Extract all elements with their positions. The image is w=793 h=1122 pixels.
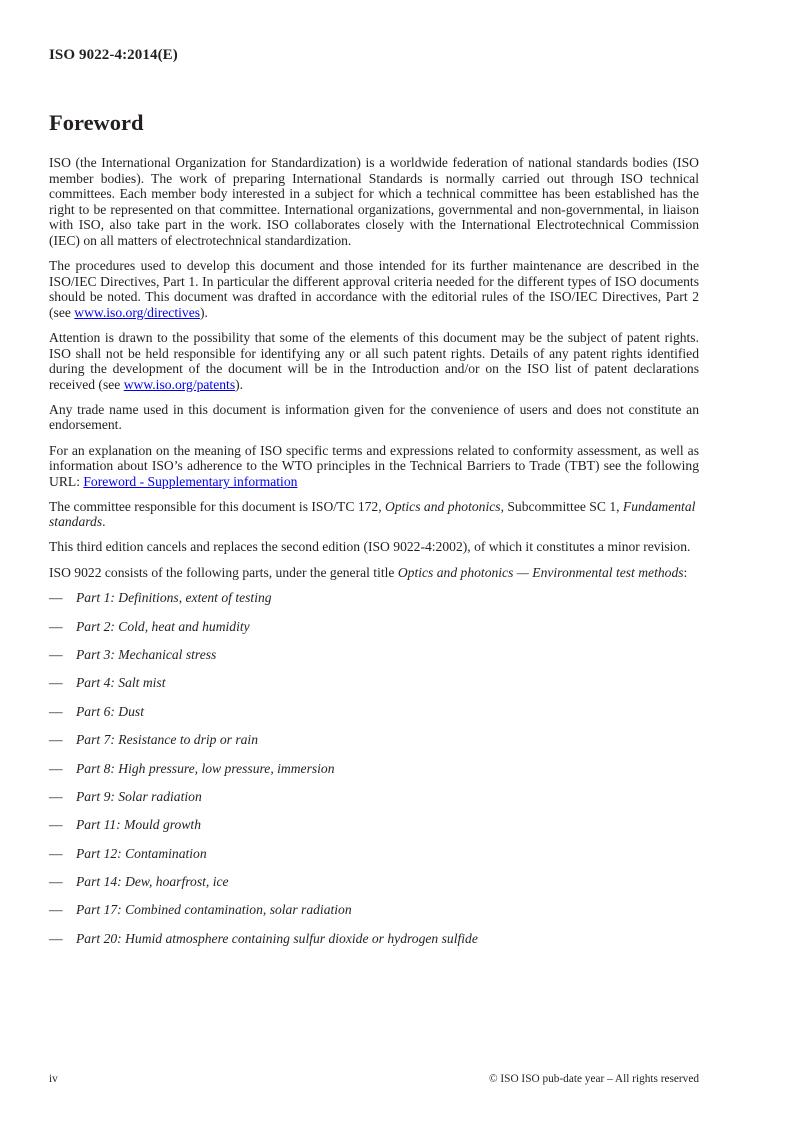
paragraph-edition: This third edition cancels and replaces the second edition (ISO 9022-4:2002), of which it constitutes a minor revision. <box>49 539 691 555</box>
em-dash-bullet: — <box>49 874 63 890</box>
paragraph-patent-text: Attention is drawn to the possibility that some of the elements of this document may be the subject of patent rights. ISO shall not be held responsible for identifying any or all such patent rights. Details of any patent rights identified during the development of the document will be in the Introduction and/or on the ISO list of patent declarations received (see <box>49 329 699 392</box>
paragraph-patent-rights <box>49 330 699 392</box>
parts-list <box>49 590 699 959</box>
part-label: Part 9: Solar radiation <box>76 788 202 804</box>
em-dash-bullet: — <box>49 675 63 691</box>
patents-link[interactable]: www.iso.org/patents <box>123 376 236 392</box>
list-item <box>49 675 699 703</box>
part-label: Part 1: Definitions, extent of testing <box>76 590 272 606</box>
part-label: Part 17: Combined contamination, solar radiation <box>76 902 352 918</box>
paragraph-committee-mid: , Subcommittee SC 1, <box>500 498 623 514</box>
paragraph-conformity-text: For an explanation on the meaning of ISO specific terms and expressions related to conformity assessment, as well as information about ISO’s adherence to the WTO principles in the Technical Barriers to Trade (TBT) see the following URL: <box>49 442 699 489</box>
part-label: Part 11: Mould growth <box>76 817 201 833</box>
committee-name: Optics and photonics <box>385 498 501 514</box>
em-dash-bullet: — <box>49 590 63 606</box>
em-dash-bullet: — <box>49 902 63 918</box>
paragraph-committee-text: The committee responsible for this document is ISO/TC 172, <box>49 498 386 514</box>
foreword-body <box>49 155 699 959</box>
part-label: Part 8: High pressure, low pressure, immersion <box>76 760 335 776</box>
em-dash-bullet: — <box>49 845 63 861</box>
list-item <box>49 931 699 959</box>
em-dash-bullet: — <box>49 703 63 719</box>
paragraph-committee-end: . <box>102 514 106 530</box>
list-item <box>49 846 699 874</box>
paragraph-parts-text: ISO 9022 consists of the following parts, under the general title <box>49 564 398 580</box>
paragraph-procedures-end: ). <box>200 304 208 320</box>
part-label: Part 20: Humid atmosphere containing sulfur dioxide or hydrogen sulfide <box>76 930 478 946</box>
document-id-header: ISO 9022-4:2014(E) <box>49 47 178 63</box>
paragraph-parts-end: : <box>683 564 688 580</box>
em-dash-bullet: — <box>49 732 63 748</box>
page-title: Foreword <box>49 110 144 135</box>
list-item <box>49 732 699 760</box>
list-item <box>49 704 699 732</box>
paragraph-committee <box>49 499 699 530</box>
paragraph-iso-overview: ISO (the International Organization for Standardization) is a worldwide federation of national standards bodies (ISO member bodies). The work of preparing International Standards is normally carried out through ISO technical committees. Each member body interested in a subject for which a technical committee has been established has the right to be represented on that committee. International organizations, governmental and non-governmental, in liaison with ISO, also take part in the work. ISO collaborates closely with the International Electrotechnical Commission (IEC) on all matters of electrotechnical standardization. <box>49 155 699 248</box>
paragraph-trade-name: Any trade name used in this document is information given for the convenience of users and does not constitute an endorsement. <box>49 401 699 433</box>
list-item <box>49 817 699 845</box>
em-dash-bullet: — <box>49 646 63 662</box>
paragraph-procedures <box>49 258 699 320</box>
em-dash-bullet: — <box>49 788 63 804</box>
part-label: Part 2: Cold, heat and humidity <box>76 618 250 634</box>
paragraph-procedures-text: The procedures used to develop this document and those intended for its further maintenance are described in the ISO/IEC Directives, Part 1. In particular the different approval criteria needed for the different types of ISO documents should be noted. This document was drafted in accordance with the editorial rules of the ISO/IEC Directives, Part 2 (see <box>49 258 699 320</box>
list-item <box>49 761 699 789</box>
part-label: Part 12: Contamination <box>76 845 207 861</box>
general-title: Optics and photonics — Environmental test methods <box>397 564 684 580</box>
em-dash-bullet: — <box>49 760 63 776</box>
em-dash-bullet: — <box>49 817 63 833</box>
list-item <box>49 619 699 647</box>
supplementary-information-link[interactable]: Foreword - Supplementary information <box>83 473 298 489</box>
subcommittee-name: Fundamental standards <box>49 498 696 530</box>
directives-link[interactable]: www.iso.org/directives <box>74 304 201 320</box>
page-footer <box>49 1073 699 1085</box>
part-label: Part 4: Salt mist <box>76 675 166 691</box>
em-dash-bullet: — <box>49 618 63 634</box>
paragraph-parts-intro <box>49 565 699 581</box>
paragraph-patent-end: ). <box>235 376 244 392</box>
page-number: iv <box>49 1073 58 1085</box>
part-label: Part 14: Dew, hoarfrost, ice <box>76 874 229 890</box>
list-item <box>49 789 699 817</box>
part-label: Part 3: Mechanical stress <box>76 646 217 662</box>
em-dash-bullet: — <box>49 930 63 946</box>
list-item <box>49 590 699 618</box>
copyright-notice: © ISO ISO pub-date year – All rights reserved <box>489 1073 699 1085</box>
list-item <box>49 902 699 930</box>
list-item <box>49 647 699 675</box>
paragraph-conformity <box>49 443 699 490</box>
list-item <box>49 874 699 902</box>
part-label: Part 7: Resistance to drip or rain <box>76 732 258 748</box>
part-label: Part 6: Dust <box>76 703 144 719</box>
